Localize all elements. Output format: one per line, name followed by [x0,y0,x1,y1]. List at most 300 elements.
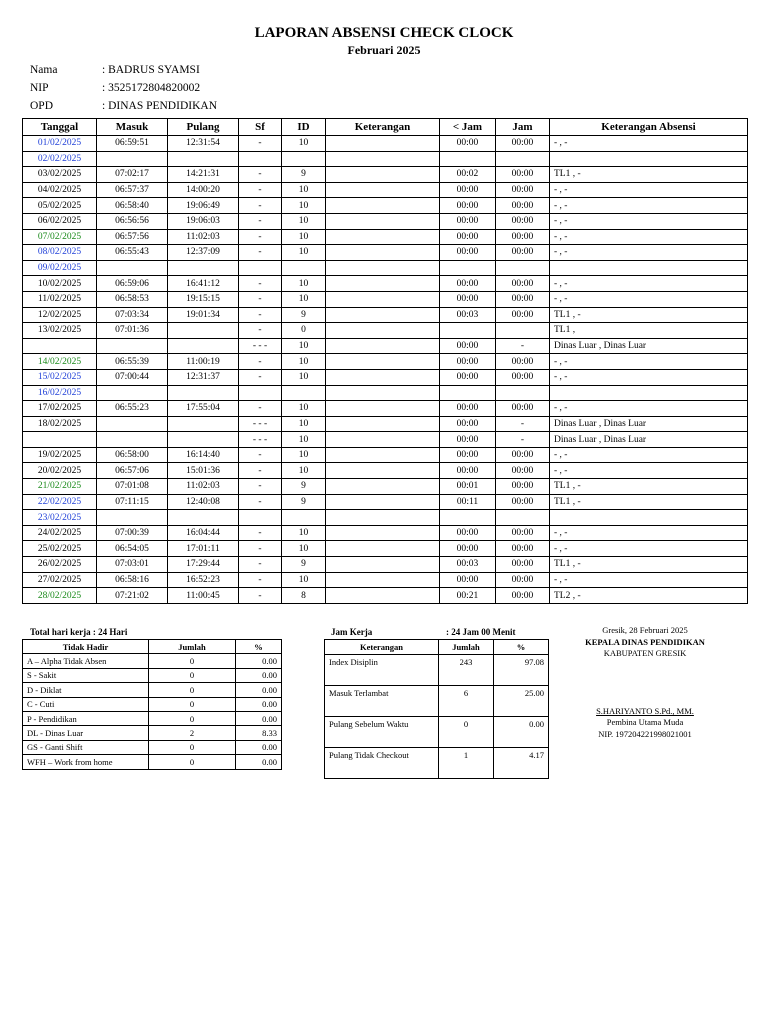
cell-keterangan-absensi: - , - [550,447,748,463]
tidak-hadir-row [23,755,282,769]
cell-tanggal: 09/02/2025 [23,260,97,276]
cell-id: 9 [282,494,326,510]
cell-pulang: 15:01:36 [168,463,239,479]
cell-masuk: 06:57:56 [97,229,168,245]
cell-jam: 00:00 [496,572,550,588]
cell-jam: 00:00 [496,307,550,323]
cell-kurang-jam [440,385,496,401]
cell-sf: - [239,525,282,541]
cell-keterangan-absensi: TL1 , - [550,494,748,510]
cell-masuk [97,385,168,401]
cell-kurang-jam: 00:01 [440,479,496,495]
tidak-hadir-pct: 0.00 [236,711,282,725]
cell-kurang-jam [440,510,496,526]
table-row [23,447,748,463]
cell-masuk [97,260,168,276]
cell-id: 9 [282,307,326,323]
cell-jam: 00:00 [496,588,550,604]
cell-tanggal: 11/02/2025 [23,291,97,307]
cell-masuk: 07:00:44 [97,369,168,385]
cell-keterangan-absensi: TL1 , - [550,557,748,573]
signature-rank: Pembina Utama Muda [606,717,684,727]
cell-sf: - [239,588,282,604]
cell-keterangan-absensi: Dinas Luar , Dinas Luar [550,432,748,448]
cell-tanggal: 21/02/2025 [23,479,97,495]
tidak-hadir-row [23,683,282,697]
jam-kerja-pct: 4.17 [494,748,549,779]
cell-jam: 00:00 [496,525,550,541]
cell-pulang [168,432,239,448]
cell-keterangan-absensi: TL1 , - [550,479,748,495]
table-row [23,354,748,370]
cell-tanggal: 07/02/2025 [23,229,97,245]
tidak-hadir-jumlah: 0 [149,683,236,697]
signature-place-date: Gresik, 28 Februari 2025 [602,625,688,635]
table-row [23,369,748,385]
cell-keterangan-absensi: - , - [550,182,748,198]
signature-title1: KEPALA DINAS PENDIDIKAN [585,637,705,647]
tidak-hadir-row [23,711,282,725]
cell-tanggal: 12/02/2025 [23,307,97,323]
cell-kurang-jam: 00:00 [440,276,496,292]
tidak-hadir-label: S - Sakit [23,668,149,682]
cell-jam [496,385,550,401]
cell-sf: - [239,369,282,385]
cell-pulang: 14:00:20 [168,182,239,198]
cell-jam: 00:00 [496,494,550,510]
cell-keterangan [326,136,440,152]
table-row [23,525,748,541]
cell-tanggal: 04/02/2025 [23,182,97,198]
tidak-hadir-col-pct: % [236,640,282,654]
tidak-hadir-label: A – Alpha Tidak Absen [23,654,149,668]
cell-masuk: 07:03:34 [97,307,168,323]
cell-masuk: 06:54:05 [97,541,168,557]
jam-kerja-jumlah: 243 [439,655,494,686]
cell-keterangan [326,213,440,229]
cell-jam [496,510,550,526]
cell-kurang-jam: 00:00 [440,401,496,417]
cell-keterangan-absensi: Dinas Luar , Dinas Luar [550,338,748,354]
cell-keterangan [326,479,440,495]
cell-id: 10 [282,338,326,354]
tidak-hadir-label: P - Pendidikan [23,711,149,725]
table-row [23,401,748,417]
attendance-header-row [23,119,748,136]
nama-row [30,64,200,76]
table-row [23,338,748,354]
tidak-hadir-row [23,740,282,754]
col-keterangan-absensi: Keterangan Absensi [550,119,748,136]
cell-sf: - [239,494,282,510]
cell-sf: - [239,401,282,417]
cell-keterangan-absensi: - , - [550,198,748,214]
cell-kurang-jam: 00:03 [440,557,496,573]
tidak-hadir-label: WFH – Work from home [23,755,149,769]
cell-keterangan [326,291,440,307]
tidak-hadir-row [23,654,282,668]
nama-label: Nama [30,64,58,76]
cell-sf: - - - [239,432,282,448]
cell-pulang: 17:29:44 [168,557,239,573]
cell-sf [239,151,282,167]
cell-pulang: 11:02:03 [168,229,239,245]
cell-jam: 00:00 [496,541,550,557]
cell-kurang-jam: 00:00 [440,338,496,354]
cell-kurang-jam [440,260,496,276]
cell-id [282,260,326,276]
cell-sf: - [239,167,282,183]
jam-kerja-jumlah: 6 [439,686,494,717]
cell-id: 10 [282,213,326,229]
cell-tanggal: 14/02/2025 [23,354,97,370]
cell-keterangan-absensi: - , - [550,525,748,541]
cell-jam: 00:00 [496,136,550,152]
cell-sf: - [239,307,282,323]
cell-pulang: 16:41:12 [168,276,239,292]
opd-value: : DINAS PENDIDIKAN [102,100,217,112]
table-row [23,463,748,479]
cell-masuk: 06:57:37 [97,182,168,198]
cell-pulang: 16:14:40 [168,447,239,463]
table-row [23,541,748,557]
cell-keterangan [326,182,440,198]
cell-keterangan-absensi: - , - [550,245,748,261]
cell-jam: 00:00 [496,182,550,198]
cell-keterangan [326,385,440,401]
cell-tanggal: 23/02/2025 [23,510,97,526]
cell-keterangan-absensi: - , - [550,463,748,479]
cell-pulang: 19:01:34 [168,307,239,323]
tidak-hadir-label: DL - Dinas Luar [23,726,149,740]
col-sf: Sf [239,119,282,136]
cell-tanggal: 16/02/2025 [23,385,97,401]
table-row [23,167,748,183]
signature-nip: NIP. 197204221998021001 [598,729,692,739]
table-row [23,557,748,573]
cell-sf: - [239,557,282,573]
cell-tanggal: 06/02/2025 [23,213,97,229]
cell-sf: - [239,291,282,307]
cell-kurang-jam: 00:00 [440,198,496,214]
cell-masuk: 06:55:39 [97,354,168,370]
cell-sf: - [239,447,282,463]
cell-sf: - [239,479,282,495]
cell-pulang [168,510,239,526]
tidak-hadir-jumlah: 0 [149,654,236,668]
cell-kurang-jam: 00:03 [440,307,496,323]
tidak-hadir-pct: 0.00 [236,697,282,711]
cell-jam: 00:00 [496,229,550,245]
tidak-hadir-jumlah: 2 [149,726,236,740]
cell-id: 10 [282,541,326,557]
cell-jam: 00:00 [496,213,550,229]
cell-masuk: 06:56:56 [97,213,168,229]
col-id: ID [282,119,326,136]
jam-kerja-col-jumlah: Jumlah [439,640,494,655]
cell-sf [239,385,282,401]
table-row [23,323,748,339]
cell-tanggal: 03/02/2025 [23,167,97,183]
table-row [23,479,748,495]
cell-jam: - [496,432,550,448]
cell-tanggal: 01/02/2025 [23,136,97,152]
cell-sf: - [239,136,282,152]
jam-kerja-label-cell: Pulang Sebelum Waktu [325,717,439,748]
cell-tanggal: 27/02/2025 [23,572,97,588]
cell-keterangan [326,588,440,604]
cell-masuk: 06:55:43 [97,245,168,261]
jam-kerja-label-cell: Masuk Terlambat [325,686,439,717]
cell-keterangan-absensi: - , - [550,354,748,370]
cell-keterangan [326,323,440,339]
cell-kurang-jam [440,323,496,339]
cell-keterangan-absensi [550,151,748,167]
cell-keterangan [326,338,440,354]
cell-kurang-jam: 00:00 [440,136,496,152]
cell-keterangan-absensi: - , - [550,541,748,557]
cell-kurang-jam [440,151,496,167]
cell-keterangan [326,557,440,573]
col-kurang-jam: < Jam [440,119,496,136]
cell-sf: - [239,463,282,479]
cell-tanggal: 28/02/2025 [23,588,97,604]
signature-name: S.HARIYANTO S.Pd., MM. [596,706,694,716]
tidak-hadir-pct: 8.33 [236,726,282,740]
jam-kerja-col-pct: % [494,640,549,655]
table-row [23,416,748,432]
cell-kurang-jam: 00:02 [440,167,496,183]
jam-kerja-jumlah: 1 [439,748,494,779]
cell-masuk: 07:11:15 [97,494,168,510]
cell-keterangan-absensi: TL2 , - [550,588,748,604]
tidak-hadir-label: D - Diklat [23,683,149,697]
jam-kerja-pct: 25.00 [494,686,549,717]
cell-id: 10 [282,182,326,198]
cell-jam: 00:00 [496,354,550,370]
table-row [23,245,748,261]
cell-sf [239,260,282,276]
cell-keterangan-absensi: Dinas Luar , Dinas Luar [550,416,748,432]
cell-kurang-jam: 00:00 [440,416,496,432]
cell-masuk: 06:58:40 [97,198,168,214]
table-row [23,510,748,526]
cell-pulang: 19:06:03 [168,213,239,229]
cell-pulang [168,323,239,339]
cell-sf: - [239,541,282,557]
cell-sf: - - - [239,416,282,432]
cell-id: 10 [282,369,326,385]
cell-keterangan [326,369,440,385]
cell-id: 10 [282,432,326,448]
cell-jam [496,323,550,339]
tidak-hadir-header [23,640,282,654]
cell-kurang-jam: 00:11 [440,494,496,510]
cell-tanggal: 25/02/2025 [23,541,97,557]
cell-kurang-jam: 00:00 [440,572,496,588]
cell-masuk: 06:57:06 [97,463,168,479]
cell-masuk: 06:59:51 [97,136,168,152]
table-row [23,307,748,323]
cell-jam: 00:00 [496,447,550,463]
cell-keterangan [326,541,440,557]
cell-keterangan [326,307,440,323]
tidak-hadir-pct: 0.00 [236,740,282,754]
tidak-hadir-pct: 0.00 [236,654,282,668]
cell-keterangan [326,447,440,463]
report-period: Februari 2025 [347,43,421,57]
jam-kerja-label: Jam Kerja [331,627,373,637]
cell-masuk: 06:58:16 [97,572,168,588]
cell-keterangan-absensi: - , - [550,369,748,385]
cell-pulang [168,416,239,432]
col-masuk: Masuk [97,119,168,136]
cell-id [282,385,326,401]
table-row [23,182,748,198]
col-jam: Jam [496,119,550,136]
cell-id: 10 [282,525,326,541]
nama-value: : BADRUS SYAMSI [102,64,200,76]
cell-kurang-jam: 00:00 [440,229,496,245]
table-row [23,151,748,167]
cell-pulang: 16:04:44 [168,525,239,541]
cell-jam: 00:00 [496,479,550,495]
cell-id: 10 [282,276,326,292]
cell-keterangan [326,510,440,526]
cell-masuk: 06:59:06 [97,276,168,292]
jam-kerja-table [324,639,549,779]
cell-masuk: 07:00:39 [97,525,168,541]
cell-keterangan [326,245,440,261]
cell-keterangan-absensi [550,510,748,526]
cell-keterangan [326,432,440,448]
cell-pulang [168,385,239,401]
table-row [23,494,748,510]
cell-keterangan-absensi: - , - [550,276,748,292]
cell-id: 10 [282,572,326,588]
tidak-hadir-jumlah: 0 [149,755,236,769]
cell-pulang: 19:06:49 [168,198,239,214]
cell-sf: - - - [239,338,282,354]
table-row [23,260,748,276]
jam-kerja-pct: 0.00 [494,717,549,748]
attendance-table [22,118,748,604]
cell-tanggal [23,432,97,448]
cell-tanggal: 19/02/2025 [23,447,97,463]
table-row [23,229,748,245]
cell-id [282,510,326,526]
col-keterangan: Keterangan [326,119,440,136]
cell-keterangan-absensi [550,385,748,401]
cell-pulang [168,260,239,276]
cell-sf: - [239,182,282,198]
tidak-hadir-pct: 0.00 [236,683,282,697]
cell-kurang-jam: 00:00 [440,525,496,541]
cell-keterangan-absensi: TL1 , - [550,167,748,183]
cell-kurang-jam: 00:00 [440,354,496,370]
col-tanggal: Tanggal [23,119,97,136]
cell-masuk: 07:01:36 [97,323,168,339]
cell-tanggal: 02/02/2025 [23,151,97,167]
table-row [23,276,748,292]
cell-tanggal: 15/02/2025 [23,369,97,385]
cell-tanggal: 17/02/2025 [23,401,97,417]
cell-sf: - [239,245,282,261]
cell-kurang-jam: 00:00 [440,182,496,198]
table-row [23,136,748,152]
cell-jam: 00:00 [496,291,550,307]
jam-kerja-header [325,640,549,655]
cell-kurang-jam: 00:00 [440,541,496,557]
cell-tanggal: 18/02/2025 [23,416,97,432]
cell-keterangan-absensi: TL1 , [550,323,748,339]
cell-jam [496,260,550,276]
cell-id: 10 [282,401,326,417]
tidak-hadir-label: C - Cuti [23,697,149,711]
opd-row [30,100,217,112]
cell-sf [239,510,282,526]
cell-keterangan [326,151,440,167]
cell-keterangan [326,416,440,432]
cell-jam [496,151,550,167]
cell-keterangan [326,229,440,245]
cell-jam: 00:00 [496,245,550,261]
cell-id: 9 [282,557,326,573]
cell-tanggal: 13/02/2025 [23,323,97,339]
col-pulang: Pulang [168,119,239,136]
cell-keterangan [326,463,440,479]
cell-pulang: 11:02:03 [168,479,239,495]
cell-sf: - [239,198,282,214]
cell-keterangan [326,401,440,417]
cell-sf: - [239,323,282,339]
cell-pulang: 11:00:19 [168,354,239,370]
cell-pulang [168,151,239,167]
table-row [23,213,748,229]
tidak-hadir-label: GS - Ganti Shift [23,740,149,754]
tidak-hadir-jumlah: 0 [149,740,236,754]
jam-kerja-label-cell: Pulang Tidak Checkout [325,748,439,779]
cell-kurang-jam: 00:00 [440,463,496,479]
nip-value: : 3525172804820002 [102,82,201,94]
cell-pulang: 19:15:15 [168,291,239,307]
cell-tanggal: 20/02/2025 [23,463,97,479]
cell-keterangan [326,198,440,214]
table-row [23,588,748,604]
cell-jam: 00:00 [496,463,550,479]
cell-keterangan-absensi: - , - [550,572,748,588]
cell-masuk: 06:58:00 [97,447,168,463]
jam-kerja-jumlah: 0 [439,717,494,748]
cell-tanggal: 26/02/2025 [23,557,97,573]
tidak-hadir-row [23,726,282,740]
cell-keterangan [326,525,440,541]
cell-tanggal: 22/02/2025 [23,494,97,510]
jam-kerja-value: : 24 Jam 00 Menit [446,627,516,637]
cell-keterangan-absensi: - , - [550,136,748,152]
tidak-hadir-jumlah: 0 [149,711,236,725]
cell-id [282,151,326,167]
cell-keterangan [326,260,440,276]
cell-sf: - [239,276,282,292]
cell-tanggal: 05/02/2025 [23,198,97,214]
cell-keterangan-absensi [550,260,748,276]
cell-masuk: 07:03:01 [97,557,168,573]
cell-keterangan [326,572,440,588]
cell-masuk: 07:01:08 [97,479,168,495]
cell-pulang: 14:21:31 [168,167,239,183]
cell-pulang: 17:01:11 [168,541,239,557]
